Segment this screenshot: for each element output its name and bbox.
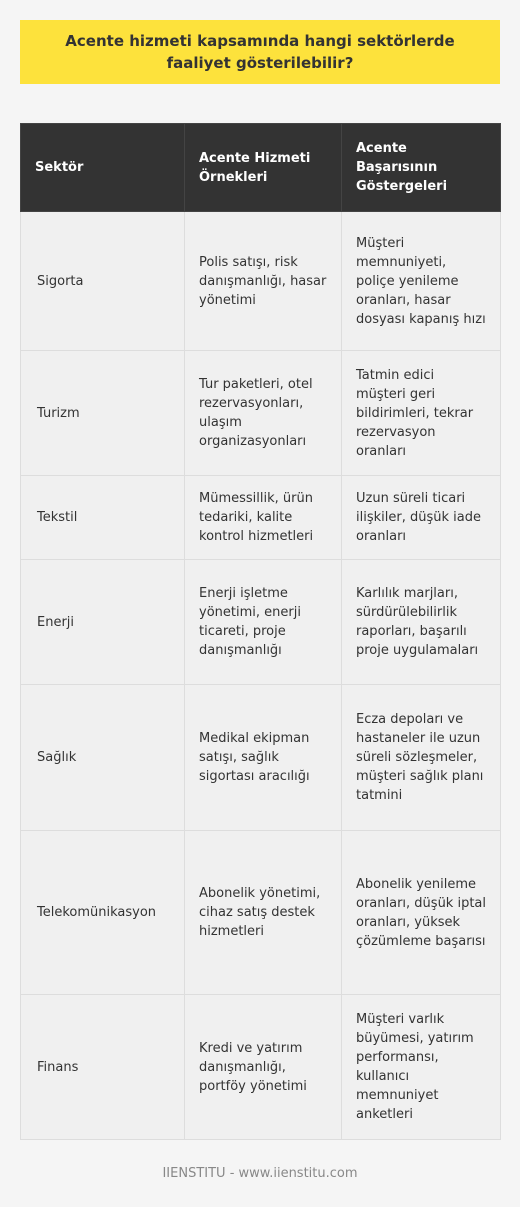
indicator-cell: Karlılık marjları, sürdürülebilirlik raporları, başarılı proje uygulamaları [342, 560, 501, 685]
sector-cell: Telekomünikasyon [21, 831, 185, 995]
indicator-cell: Müşteri memnuniyeti, poliçe yenileme oranları, hasar dosyası kapanış hızı [342, 212, 501, 351]
sector-table [20, 123, 501, 1140]
table-row [21, 476, 501, 560]
indicator-cell: Abonelik yenileme oranları, düşük iptal oranları, yüksek çözümleme başarısı [342, 831, 501, 995]
service-cell: Kredi ve yatırım danışmanlığı, portföy yönetimi [185, 995, 342, 1140]
table-header-row [21, 124, 501, 212]
sector-cell: Tekstil [21, 476, 185, 560]
table-row [21, 351, 501, 476]
header-success-indicators: Acente Başarısının Göstergeleri [342, 124, 501, 212]
table-row [21, 212, 501, 351]
page-title: Acente hizmeti kapsamında hangi sektörlerde faaliyet gösterilebilir? [65, 32, 455, 72]
service-cell: Mümessillik, ürün tedariki, kalite kontrol hizmetleri [185, 476, 342, 560]
sector-cell: Finans [21, 995, 185, 1140]
sector-cell: Enerji [21, 560, 185, 685]
sector-cell: Sigorta [21, 212, 185, 351]
service-cell: Enerji işletme yönetimi, enerji ticareti, proje danışmanlığı [185, 560, 342, 685]
footer-credit: IIENSTITU - www.iienstitu.com [162, 1166, 358, 1181]
indicator-cell: Uzun süreli ticari ilişkiler, düşük iade oranları [342, 476, 501, 560]
service-cell: Tur paketleri, otel rezervasyonları, ulaşım organizasyonları [185, 351, 342, 476]
table-row [21, 560, 501, 685]
header-sector: Sektör [21, 124, 185, 212]
table-row [21, 831, 501, 995]
service-cell: Polis satışı, risk danışmanlığı, hasar yönetimi [185, 212, 342, 351]
table-row [21, 685, 501, 831]
sector-cell: Turizm [21, 351, 185, 476]
table-row [21, 995, 501, 1140]
indicator-cell: Tatmin edici müşteri geri bildirimleri, tekrar rezervasyon oranları [342, 351, 501, 476]
header-service-examples: Acente Hizmeti Örnekleri [185, 124, 342, 212]
service-cell: Abonelik yönetimi, cihaz satış destek hizmetleri [185, 831, 342, 995]
sector-cell: Sağlık [21, 685, 185, 831]
title-banner [20, 20, 500, 84]
indicator-cell: Müşteri varlık büyümesi, yatırım performansı, kullanıcı memnuniyet anketleri [342, 995, 501, 1140]
indicator-cell: Ecza depoları ve hastaneler ile uzun süreli sözleşmeler, müşteri sağlık planı tatmini [342, 685, 501, 831]
service-cell: Medikal ekipman satışı, sağlık sigortası aracılığı [185, 685, 342, 831]
